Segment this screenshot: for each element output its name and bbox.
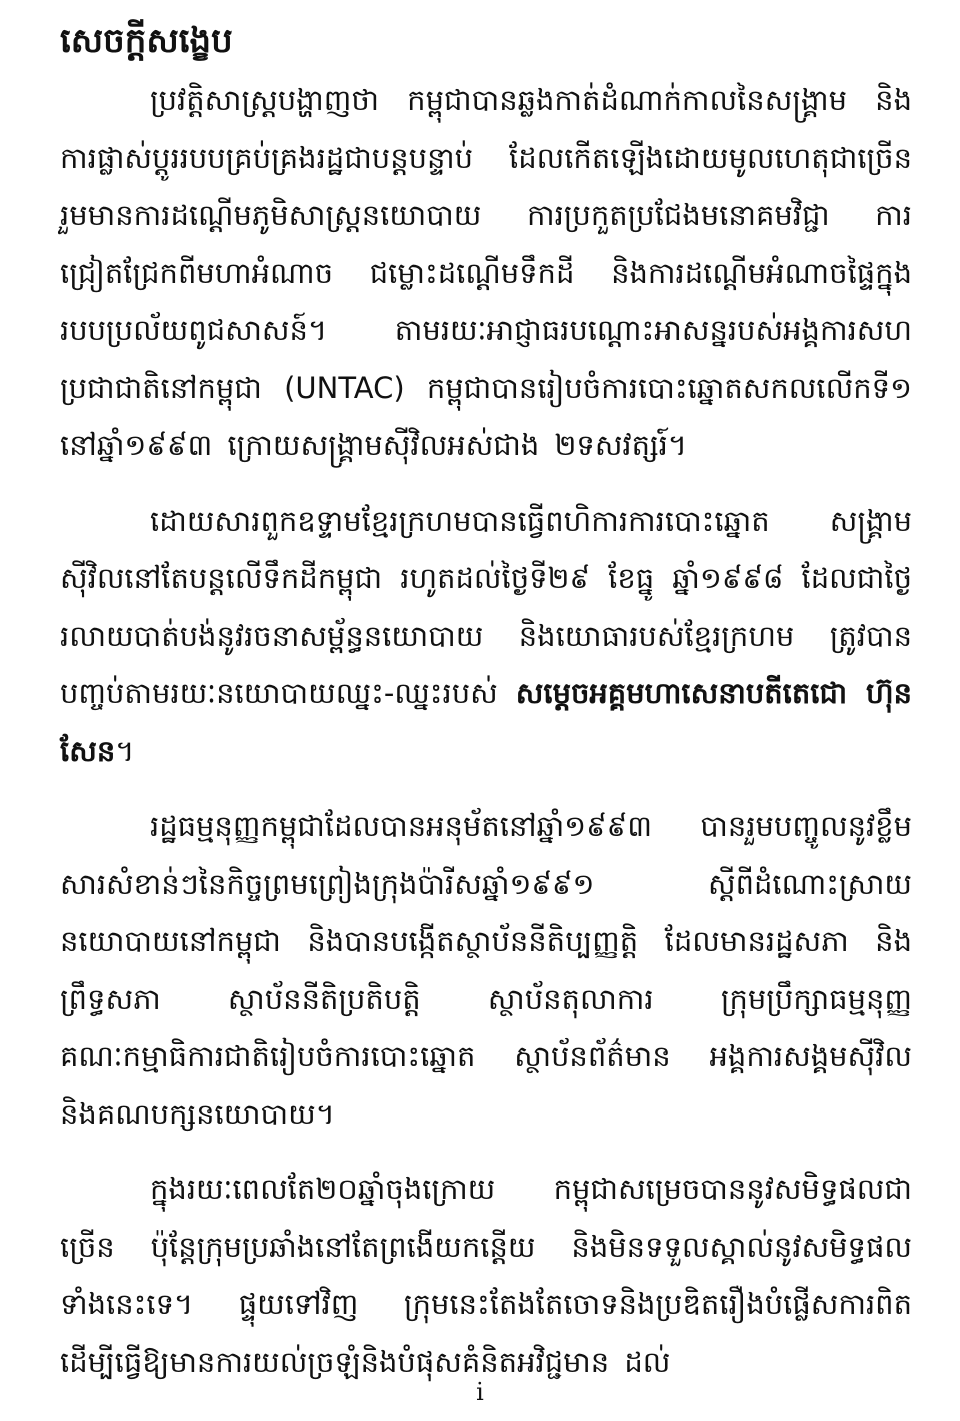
paragraph-2	[60, 493, 912, 781]
paragraph-4: ក្នុងរយៈពេលតែ២០ឆ្នាំចុងក្រោយ កម្ពុជាសម្រេចបាននូវសមិទ្ធផលជាច្រើន ប៉ុន្តែក្រុមប្រឆាំងនៅតែព្រងើយកន្តើយ និងមិនទទួលស្គាល់នូវសមិទ្ធផលទាំងនេះទេ។ ផ្ទុយទៅវិញ ក្រុមនេះតែងតែចោទនិងប្រឌិតរឿងបំផ្លើសការពិត ដើម្បីធ្វើឱ្យមានការយល់ច្រឡំនិងបំផុសគំនិតអវិជ្ជមាន ដល់	[60, 1172, 912, 1379]
paragraph-2-text: ដោយសារពួកឧទ្ទាមខ្មែរក្រហមបានធ្វើពហិការការបោះឆ្នោត សង្គ្រាមស៊ីវិលនៅតែបន្តលើទឹកដីកម្ពុជា រហូតដល់ថ្ងៃទី២៩ ខែធ្នូ ឆ្នាំ១៩៩៨ ដែលជាថ្ងៃរលាយបាត់បង់នូវរចនាសម្ព័ន្ធនយោបាយ និងយោធារបស់ខ្មែរក្រហម ត្រូវបានបញ្ចប់តាមរយៈនយោបាយឈ្នះ-ឈ្នះរបស់	[60, 503, 912, 710]
document-page	[60, 10, 912, 1409]
paragraph-2-tail: ។	[115, 733, 135, 768]
paragraph-1: ប្រវត្តិសាស្ត្របង្ហាញថា កម្ពុជាបានឆ្លងកាត់ដំណាក់កាលនៃសង្គ្រាម និងការផ្លាស់ប្តូររបបគ្រប់គ្រងរដ្ឋជាបន្តបន្ទាប់ ដែលកើតឡើងដោយមូលហេតុជាច្រើន រួមមានការដណ្តើមភូមិសាស្ត្រនយោបាយ ការប្រកួតប្រជែងមនោគមវិជ្ជា ការជ្រៀតជ្រែកពីមហាអំណាច ជម្លោះដណ្តើមទឹកដី និងការដណ្តើមអំណាចផ្ទៃក្នុង របបប្រល័យពូជសាសន៍។ តាមរយៈអាជ្ញាធរបណ្តោះអាសន្នរបស់អង្គការសហប្រជាជាតិនៅកម្ពុជា (UNTAC) កម្ពុជាបានរៀបចំការបោះឆ្នោតសកលលើកទី១ នៅឆ្នាំ១៩៩៣ ក្រោយសង្គ្រាមស៊ីវិលអស់ជាង ២ទសវត្សរ៍។	[60, 83, 912, 462]
paragraph-3: រដ្ឋធម្មនុញ្ញកម្ពុជាដែលបានអនុម័តនៅឆ្នាំ១៩៩៣ បានរួមបញ្ចូលនូវខ្លឹមសារសំខាន់ៗនៃកិច្ចព្រមព្រៀងក្រុងប៉ារីសឆ្នាំ១៩៩១ ស្តីពីដំណោះស្រាយនយោបាយនៅកម្ពុជា និងបានបង្កើតស្ថាប័ននីតិប្បញ្ញត្តិ ដែលមានរដ្ឋសភា និងព្រឹទ្ធសភា ស្ថាប័ននីតិប្រតិបត្តិ ស្ថាប័នតុលាការ ក្រុមប្រឹក្សាធម្មនុញ្ញ គណៈកម្មាធិការជាតិរៀបចំការបោះឆ្នោត ស្ថាប័នព័ត៌មាន អង្គការសង្គមស៊ីវិល និងគណបក្សនយោបាយ។	[60, 809, 912, 1131]
page-heading: សេចក្តីសង្ខេប	[60, 21, 233, 61]
paragraph-2-emphasis: សម្តេចអគ្គមហាសេនាបតីតេជោ ហ៊ុន សែន	[60, 676, 912, 768]
page-number: i	[476, 1378, 484, 1406]
